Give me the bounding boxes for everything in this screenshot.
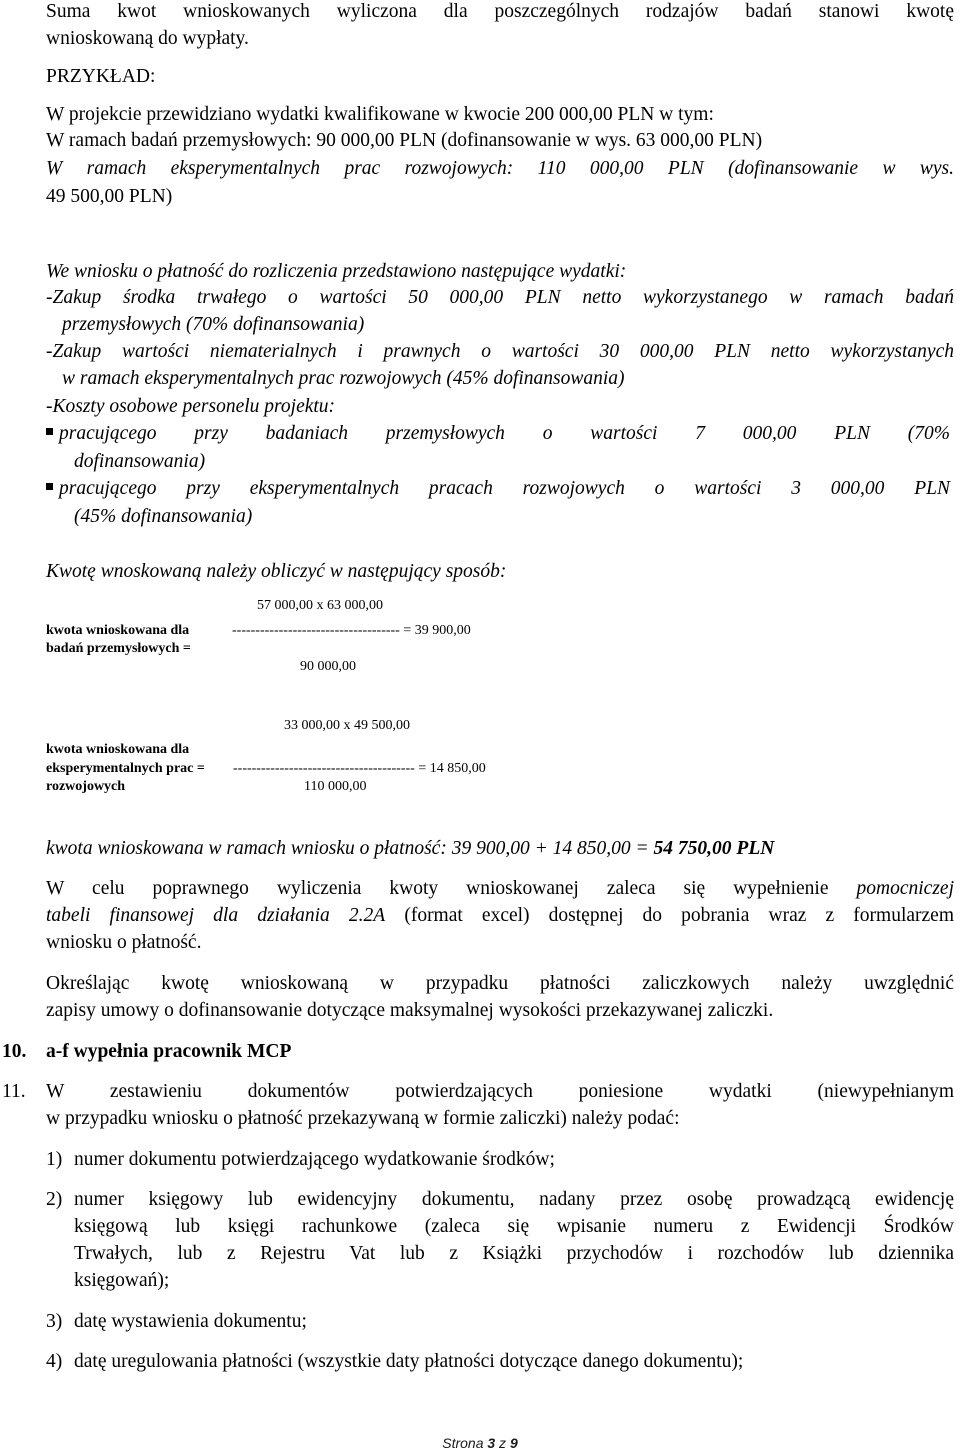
- para1-line-2-italic: tabeli finansowej dla działania 2.2A: [46, 905, 386, 926]
- square-bullet-icon: [46, 483, 53, 490]
- sub-1-number: 1): [46, 1149, 63, 1170]
- item-10-number: 10.: [2, 1041, 27, 1062]
- application-intro: We wniosku o płatność do rozliczenia przedstawiono następujące wydatki:: [46, 261, 627, 282]
- sub-2-line-3: Trwałych, lub z Rejestru Vat lub z Książki przychodów i rozchodów lub dziennika: [74, 1243, 954, 1264]
- para1-line-1-text: W celu poprawnego wyliczenia kwoty wnioskowanej zaleca się wypełnienie: [46, 878, 857, 899]
- personnel-bullet-2-text: pracującego przy eksperymentalnych pracach rozwojowych o wartości 3 000,00 PLN: [59, 478, 950, 499]
- expense-fixed-asset-cont: przemysłowych (70% dofinansowania): [62, 314, 365, 335]
- intro-line-2: wnioskowaną do wypłaty.: [46, 28, 249, 49]
- expense-intangible: -Zakup wartości niematerialnych i prawnych o wartości 30 000,00 PLN netto wykorzystanych: [46, 341, 954, 362]
- sub-2-line-2: księgową lub księgi rachunkowe (zaleca się wpisanie numeru z Ewidencji Środków: [74, 1216, 954, 1237]
- formula-2-numerator: 33 000,00 x 49 500,00: [284, 718, 410, 733]
- expense-fixed-asset: -Zakup środka trwałego o wartości 50 000,00 PLN netto wykorzystanego w ramach badań: [46, 287, 954, 308]
- item-11-line-2: w przypadku wniosku o płatność przekazywaną w formie zaliczki) należy podać:: [46, 1108, 680, 1129]
- formula-2-dashes-result: --------------------------------------- = 14 850,00: [233, 761, 486, 776]
- page-footer: [0, 1435, 960, 1451]
- para1-line-1: [46, 877, 954, 901]
- formula-1-denominator: 90 000,00: [300, 659, 356, 674]
- footer-total: 9: [509, 1435, 518, 1451]
- formula-1-dashes-result: ------------------------------------ = 39 900,00: [232, 623, 471, 638]
- item-10-text: a-f wypełnia pracownik MCP: [46, 1041, 292, 1062]
- para2-line-2: zapisy umowy o dofinansowanie dotyczące maksymalnej wysokości przekazywanej zaliczki.: [46, 1000, 774, 1021]
- personnel-bullet-1-text: pracującego przy badaniach przemysłowych o wartości 7 000,00 PLN (70%: [59, 423, 950, 444]
- total-value: 54 750,00 PLN: [653, 838, 775, 859]
- example-line-1: W projekcie przewidziano wydatki kwalifikowane w kwocie 200 000,00 PLN w tym:: [46, 104, 714, 125]
- formula-2-label-1: kwota wnioskowana dla: [46, 742, 190, 757]
- formula-2-label-3: rozwojowych: [46, 779, 126, 794]
- total-line: [46, 837, 774, 861]
- personnel-bullet-2-cont: (45% dofinansowania): [74, 506, 253, 527]
- expense-personnel: -Koszty osobowe personelu projektu:: [46, 396, 336, 417]
- formula-1-label-2: badań przemysłowych =: [46, 641, 191, 656]
- personnel-bullet-1-cont: dofinansowania): [74, 451, 206, 472]
- sub-3-text: datę wystawienia dokumentu;: [74, 1311, 307, 1332]
- sub-4-text: datę uregulowania płatności (wszystkie daty płatności dotyczące danego dokumentu);: [74, 1351, 744, 1372]
- expense-intangible-cont: w ramach eksperymentalnych prac rozwojowych (45% dofinansowania): [62, 368, 625, 389]
- footer-prefix: Strona: [442, 1435, 488, 1451]
- sub-2-line-4: księgowań);: [74, 1270, 170, 1291]
- example-heading: PRZYKŁAD:: [46, 66, 156, 87]
- square-bullet-icon: [46, 428, 53, 435]
- para1-line-3: wniosku o płatność.: [46, 932, 202, 953]
- personnel-bullet-1: [46, 422, 954, 446]
- formula-2-denominator: 110 000,00: [304, 779, 367, 794]
- calc-heading: Kwotę wnoskowaną należy obliczyć w następujący sposób:: [46, 561, 507, 582]
- footer-mid: z: [495, 1435, 510, 1451]
- para2-line-1: Określając kwotę wnioskowaną w przypadku płatności zaliczkowych należy uwzględnić: [46, 973, 954, 994]
- example-line-2: W ramach badań przemysłowych: 90 000,00 PLN (dofinansowanie w wys. 63 000,00 PLN): [46, 130, 763, 151]
- intro-line-1: Suma kwot wnioskowanych wyliczona dla poszczególnych rodzajów badań stanowi kwotę: [46, 1, 954, 22]
- personnel-bullet-2: [46, 477, 954, 501]
- sub-2-line-1: numer księgowy lub ewidencyjny dokumentu, nadany przez osobę prowadzącą ewidencję: [74, 1189, 954, 1210]
- total-label: kwota wnioskowana w ramach wniosku o płatność: 39 900,00 + 14 850,00 =: [46, 838, 654, 859]
- formula-2-label-2: eksperymentalnych prac =: [46, 761, 205, 776]
- example-line-4: 49 500,00 PLN): [46, 186, 173, 207]
- formula-1-label-1: kwota wnioskowana dla: [46, 623, 190, 638]
- footer-page: 3: [487, 1435, 496, 1451]
- item-11-number: 11.: [2, 1081, 26, 1102]
- para1-line-2: [46, 904, 954, 928]
- para1-line-1-italic: pomocniczej: [856, 878, 954, 899]
- example-line-3: W ramach eksperymentalnych prac rozwojowych: 110 000,00 PLN (dofinansowanie w wys.: [46, 158, 954, 179]
- sub-1-text: numer dokumentu potwierdzającego wydatkowanie środków;: [74, 1149, 555, 1170]
- sub-3-number: 3): [46, 1311, 63, 1332]
- sub-4-number: 4): [46, 1351, 63, 1372]
- sub-2-number: 2): [46, 1189, 63, 1210]
- formula-1-numerator: 57 000,00 x 63 000,00: [257, 598, 383, 613]
- item-11-line-1: W zestawieniu dokumentów potwierdzających poniesione wydatki (niewypełnianym: [46, 1081, 954, 1102]
- para1-line-2-text: (format excel) dostępnej do pobrania wraz z formularzem: [385, 905, 954, 926]
